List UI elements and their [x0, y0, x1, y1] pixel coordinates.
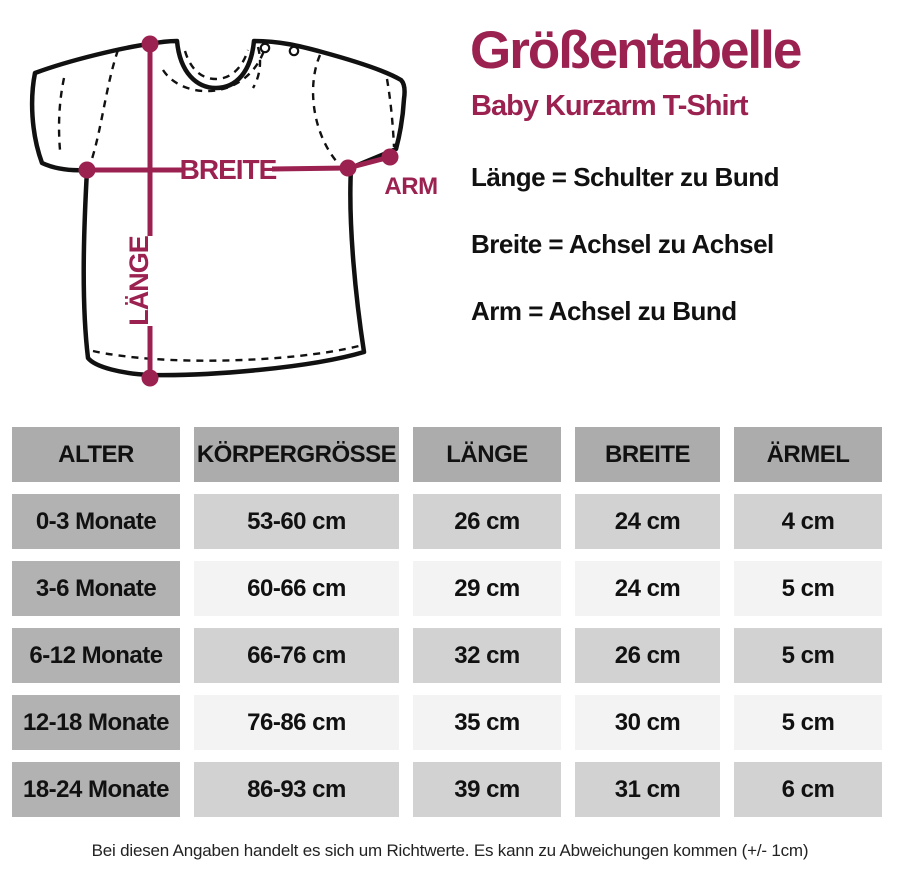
table-cell: 76-86 cm — [194, 695, 399, 750]
measurement-definitions — [471, 162, 891, 363]
table-cell: 60-66 cm — [194, 561, 399, 616]
table-cell: 5 cm — [734, 628, 882, 683]
definition-arm: Arm = Achsel zu Bund — [471, 296, 737, 326]
table-cell: 24 cm — [575, 561, 720, 616]
table-cell: 30 cm — [575, 695, 720, 750]
age-cell: 3-6 Monate — [12, 561, 180, 616]
table-cell: 86-93 cm — [194, 762, 399, 817]
snap-button-icon — [290, 47, 298, 55]
col-header-breite: BREITE — [575, 427, 720, 482]
page-title: Größentabelle — [470, 21, 801, 80]
table-cell: 24 cm — [575, 494, 720, 549]
table-cell: 26 cm — [413, 494, 561, 549]
table-cell: 32 cm — [413, 628, 561, 683]
table-cell: 5 cm — [734, 561, 882, 616]
table-cell: 4 cm — [734, 494, 882, 549]
definition-breite: Breite = Achsel zu Achsel — [471, 229, 774, 259]
age-cell: 6-12 Monate — [12, 628, 180, 683]
arm-label: ARM — [384, 173, 438, 200]
breite-label: BREITE — [179, 154, 277, 185]
age-cell: 12-18 Monate — [12, 695, 180, 750]
table-cell: 6 cm — [734, 762, 882, 817]
table-cell: 31 cm — [575, 762, 720, 817]
tshirt-measurement-diagram — [0, 0, 450, 420]
table-cell: 29 cm — [413, 561, 561, 616]
tolerance-note: Bei diesen Angaben handelt es sich um Richtwerte. Es kann zu Abweichungen kommen (+/- 1cm) — [91, 841, 809, 860]
table-cell: 53-60 cm — [194, 494, 399, 549]
col-header-aermel: ÄRMEL — [734, 427, 882, 482]
breite-line-right — [272, 168, 348, 169]
table-cell: 39 cm — [413, 762, 561, 817]
col-header-koerpergroesse: KÖRPERGRÖSSE — [194, 427, 399, 482]
snap-button-icon — [261, 44, 269, 52]
tshirt-outline — [32, 41, 404, 375]
product-subtitle: Baby Kurzarm T-Shirt — [471, 90, 748, 122]
laenge-label: LÄNGE — [124, 236, 154, 326]
col-header-alter: ALTER — [12, 427, 180, 482]
col-header-laenge: LÄNGE — [413, 427, 561, 482]
table-cell: 26 cm — [575, 628, 720, 683]
age-cell: 0-3 Monate — [12, 494, 180, 549]
age-cell: 18-24 Monate — [12, 762, 180, 817]
definition-laenge: Länge = Schulter zu Bund — [471, 162, 779, 192]
table-cell: 66-76 cm — [194, 628, 399, 683]
table-cell: 35 cm — [413, 695, 561, 750]
size-table — [12, 427, 882, 817]
table-cell: 5 cm — [734, 695, 882, 750]
